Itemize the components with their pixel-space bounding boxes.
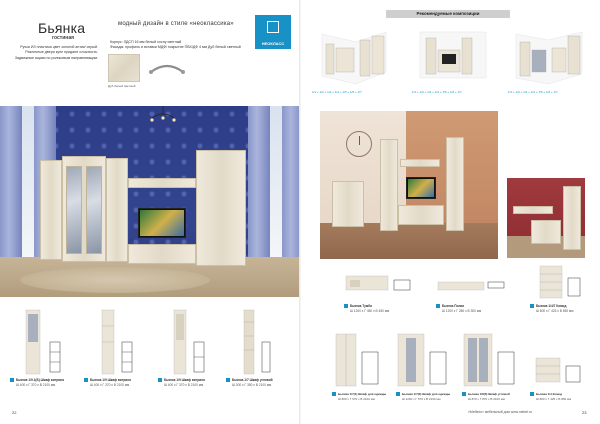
product-card-1 <box>6 306 81 400</box>
spec-line-body: Корпус: ЛДСП 16 мм белый сосну светлый <box>110 40 182 44</box>
footer-brand: «Мебель» мебельный дом www.mebel.ru <box>468 410 533 414</box>
tv <box>138 208 186 238</box>
product-image-wardrobe-2 <box>394 330 460 388</box>
product-name: Бьянка 1/4 Комод <box>536 392 563 396</box>
mirror-door-2 <box>86 166 102 254</box>
product-card-4 <box>222 306 297 400</box>
product-card-commode-small <box>528 330 594 410</box>
curtain-right <box>248 106 270 264</box>
wardrobe <box>196 150 246 266</box>
product-marker <box>226 378 230 382</box>
combo-3 <box>504 24 594 104</box>
product-marker <box>344 304 348 308</box>
product-name: Бьянка Полка <box>442 304 464 308</box>
product-name: Бьянка 1/7 Шкаф угловой <box>232 378 273 382</box>
product-name: Бьянка 1/9 Шкаф витрина <box>90 378 131 382</box>
product-image-wardrobe-1 <box>330 330 396 388</box>
product-marker <box>530 392 534 396</box>
product-dims: Ш 800 х Г 570 х В 2100 мм <box>338 397 375 401</box>
product-dims: Ш 1200 х Г 280 х В 300 мм <box>442 309 482 313</box>
tv-stand <box>398 205 444 225</box>
combo-1 <box>308 24 398 104</box>
swatch-label: Дуб белый светлый <box>108 84 136 88</box>
product-dims: Ш 800 х Г 425 х В 850 мм <box>536 397 572 401</box>
product-image-tv-stand <box>336 262 426 302</box>
display-cabinet-left <box>380 139 398 231</box>
collection-subtitle: гостиная <box>52 35 75 41</box>
product-card-wardrobe-1 <box>330 330 396 410</box>
product-dims: Ш 1200 х Г 570 х В 2100 мм <box>402 397 441 401</box>
tall-cabinet <box>563 186 581 250</box>
product-card-shelf <box>428 262 518 322</box>
product-marker <box>84 378 88 382</box>
product-name: Бьянка 1/9.1(Б) Шкаф витрина <box>16 378 65 382</box>
product-dims: Ш 400 х Г 370 х В 2100 мм <box>90 383 130 387</box>
collection-title: Бьянка <box>38 20 86 36</box>
product-image-commode-small <box>528 330 594 388</box>
tv-stand <box>128 244 196 264</box>
style-badge <box>255 15 291 49</box>
product-dims: Ш 1200 х Г 450 х В 450 мм <box>350 309 390 313</box>
product-card-tv-stand <box>336 262 426 322</box>
corner-shelf <box>40 160 62 260</box>
product-marker <box>396 392 400 396</box>
combo-plan-2 <box>416 28 490 88</box>
collection-description: Ручки ИЗ пластика цвет золотой антик/ серый. Различные двери купе придают сложность. Задвижные ящики по роликовым направляющим. <box>14 45 98 60</box>
chandelier-icon <box>150 106 176 128</box>
handle-icon <box>148 62 186 76</box>
product-name: Бьянка Тумба <box>350 304 372 308</box>
curtain-right-2 <box>282 106 300 264</box>
product-dims: Ш 870 х Г 870 х В 2100 мм <box>468 397 505 401</box>
display-cabinet-right <box>446 137 464 231</box>
living-room-photo <box>0 106 300 297</box>
product-dims: Ш 400 х Г 370 х В 2100 мм <box>16 383 56 387</box>
combo-2 <box>408 24 498 104</box>
product-image-2 <box>80 306 155 376</box>
combo-codes: 1/1 + 1/2 + 1/3 + 1/4 + 1/5 + 1/6 + 1/7 <box>508 90 558 94</box>
product-name: Бьянка 1/9 Шкаф витрина <box>164 378 205 382</box>
product-marker <box>158 378 162 382</box>
spec-line-facade: Фасады: профиль и вставки МДФ/ покрытие ПВХ/ДФ 4 мм Дуб белый светлый <box>110 45 241 49</box>
product-name: Бьянка 1/7(1) Шкаф для одежды <box>338 392 387 396</box>
mirror-door-1 <box>66 166 82 254</box>
rug <box>20 267 210 293</box>
product-image-1 <box>6 306 81 376</box>
combo-plan-3 <box>512 28 586 88</box>
page-number-right: 23 <box>582 410 587 415</box>
right-page <box>300 0 600 424</box>
product-card-corner-wardrobe <box>460 330 526 410</box>
product-marker <box>462 392 466 396</box>
collection-tagline: модный дизайн в стиле «неоклассика» <box>118 21 234 27</box>
product-card-3 <box>154 306 229 400</box>
material-specs <box>110 40 250 50</box>
product-card-commode <box>522 262 600 322</box>
product-image-shelf <box>428 262 518 302</box>
tv <box>406 177 436 199</box>
wall-clock-icon <box>346 131 372 157</box>
product-image-4 <box>222 306 297 376</box>
wall-shelf <box>128 178 196 188</box>
product-card-wardrobe-2 <box>394 330 460 410</box>
product-card-2 <box>80 306 155 400</box>
product-marker <box>332 392 336 396</box>
product-image-3 <box>154 306 229 376</box>
product-marker <box>10 378 14 382</box>
display-cabinet <box>106 158 128 262</box>
product-marker <box>530 304 534 308</box>
recommended-header: Рекомендуемые композиции <box>386 10 510 18</box>
wall-shelf <box>513 206 553 214</box>
wall-shelf <box>400 159 440 167</box>
combo-plan-1 <box>316 28 390 88</box>
product-marker <box>436 304 440 308</box>
page-number-left: 22 <box>12 410 17 415</box>
desk <box>531 220 561 244</box>
badge-label: НЕОКЛАСС <box>261 41 285 46</box>
product-image-corner-wardrobe <box>460 330 526 388</box>
product-image-commode <box>522 262 600 302</box>
product-dims: Ш 400 х Г 370 х В 2100 мм <box>164 383 204 387</box>
room-photo-brown <box>320 111 498 259</box>
combo-codes: 1/1 + 1/2 + 1/3 + 1/4 + 1/5 + 1/6 + 1/7 <box>312 90 362 94</box>
floor <box>320 223 498 259</box>
chest-of-drawers <box>332 181 364 227</box>
product-dims: Ш 800 х Г 425 х В 850 мм <box>536 309 574 313</box>
badge-logo-icon <box>267 21 279 33</box>
product-name: Бьянка 1/4/7 Комод <box>536 304 567 308</box>
color-swatch <box>108 54 140 82</box>
curtain-left <box>0 106 22 264</box>
combo-codes: 1/1 + 1/2 + 1/3 + 1/4 + 1/5 + 1/6 + 1/7 <box>412 90 462 94</box>
product-dims: Ш 300 х Г 350 х В 2100 мм <box>232 383 272 387</box>
product-name: Бьянка 1/7(2) Шкаф для одежды <box>402 392 451 396</box>
product-name: Бьянка 1/8(3) Шкаф угловой <box>468 392 510 396</box>
room-photo-red <box>507 178 585 258</box>
